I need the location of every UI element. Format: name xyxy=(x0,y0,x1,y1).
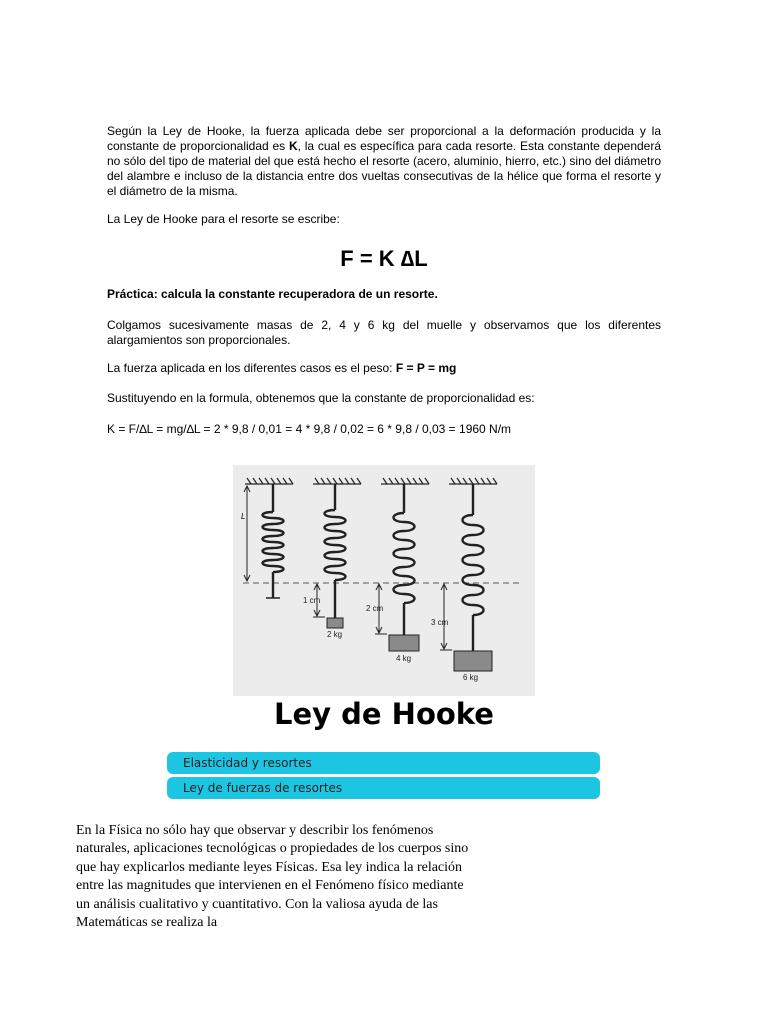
stretch-label-1: 1 cm xyxy=(303,596,321,605)
force-paragraph xyxy=(107,361,661,376)
hang-paragraph: Colgamos sucesivamente masas de 2, 4 y 6 kg del muelle y observamos que los diferentes alargamientos son proporcionales. xyxy=(107,318,661,347)
ceiling-3 xyxy=(381,478,429,484)
mass-6kg xyxy=(454,651,492,671)
substitution-paragraph: Sustituyendo en la formula, obtenemos que la constante de proporcionalidad es: xyxy=(107,391,535,405)
mass-4kg xyxy=(389,635,419,651)
intro-text-1: Según la Ley de Hooke, la fuerza aplicada debe ser proporcional a la deformación producida y la constante de proporcionalidad es xyxy=(107,124,661,153)
closing-paragraph: En la Física no sólo hay que observar y describir los fenómenos naturales, aplicaciones tecnológicas o propiedades de los cuerpos sino que hay explicarlos mediante leyes Físicas. Esa ley indica la relación entre las magnitudes que intervienen en el Fenómeno físico mediante un análisis cualitativo y cuantitativo. Con la valiosa ayuda de las Matemáticas se realiza la xyxy=(76,823,469,931)
springs-diagram xyxy=(233,465,535,696)
constant-k: K xyxy=(288,139,298,153)
ceiling-2 xyxy=(313,478,361,484)
law-intro-line: La Ley de Hooke para el resorte se escribe: xyxy=(107,212,340,226)
force-text: La fuerza aplicada en los diferentes casos es el peso: xyxy=(107,361,396,375)
length-dimension xyxy=(244,486,250,581)
mass-label-4kg: 4 kg xyxy=(396,654,412,663)
ceiling-1 xyxy=(245,478,293,484)
stretch-3-dimension xyxy=(440,584,452,650)
intro-text-2: , la cual es específica para cada resorte. Esta constante dependerá no sólo del tipo de material del que está hecho el resorte (acero, aluminio, hierro, etc.) sino del diámetro del alambre e incluso de la distancia entre dos vueltas consecutivas de la hélice que forma el resorte y el diámetro de la misma. xyxy=(107,139,662,198)
spring-1 xyxy=(263,484,284,598)
mass-2kg xyxy=(327,618,343,628)
practice-heading: Práctica: calcula la constante recuperadora de un resorte. xyxy=(107,287,438,301)
length-label: L xyxy=(241,512,246,521)
link-ley-fuerzas-resortes[interactable]: Ley de fuerzas de resortes xyxy=(167,777,600,799)
spring-3 xyxy=(394,484,415,635)
springs-figure xyxy=(233,465,535,696)
stretch-label-2: 2 cm xyxy=(366,604,384,613)
force-formula: F = P = mg xyxy=(395,361,457,375)
mass-label-6kg: 6 kg xyxy=(463,673,479,682)
spring-2 xyxy=(325,484,346,618)
ceiling-4 xyxy=(449,478,497,484)
page-title: Ley de Hooke xyxy=(274,697,494,731)
intro-paragraph xyxy=(107,124,661,199)
k-formula: K = F/∆L = mg/∆L = 2 * 9,8 / 0,01 = 4 * 9,8 / 0,02 = 6 * 9,8 / 0,03 = 1960 N/m xyxy=(107,422,512,436)
mass-label-2kg: 2 kg xyxy=(327,630,343,639)
stretch-label-3: 3 cm xyxy=(431,618,449,627)
spring-4 xyxy=(463,484,484,651)
hooke-formula: F = K ∆L xyxy=(340,246,428,271)
link-elasticidad-resortes[interactable]: Elasticidad y resortes xyxy=(167,752,600,774)
